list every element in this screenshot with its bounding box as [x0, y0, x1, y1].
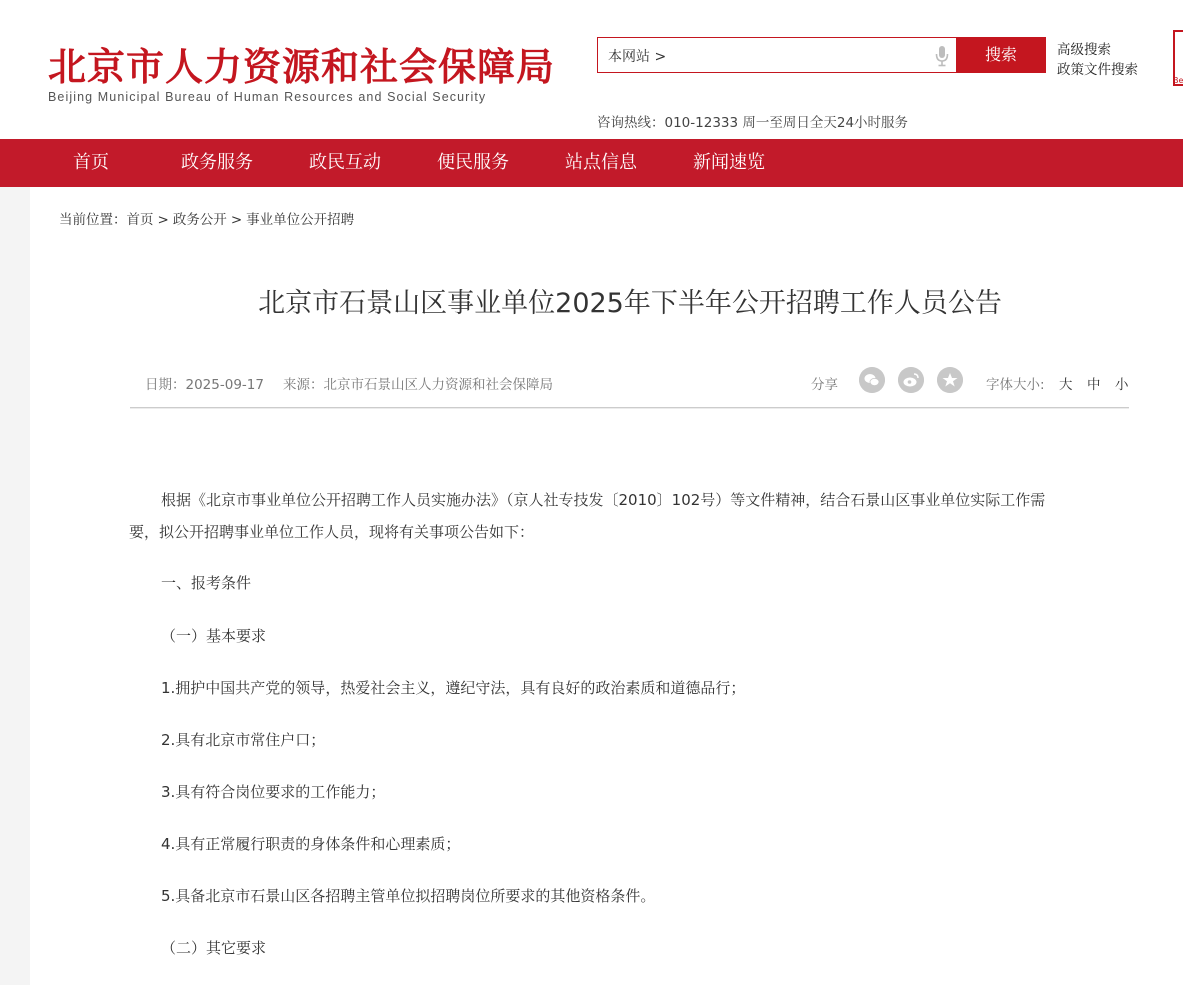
article-title: 北京市石景山区事业单位2025年下半年公开招聘工作人员公告 [258, 288, 1002, 319]
nav-item-site-info[interactable]: 站点信息 [565, 152, 637, 173]
site-logo-chinese[interactable]: 北京市人力资源和社会保障局 [48, 45, 556, 89]
microphone-icon[interactable] [935, 45, 949, 67]
font-size-medium[interactable]: 中 [1087, 377, 1101, 393]
nav-item-convenience-services[interactable]: 便民服务 [437, 152, 509, 173]
breadcrumb-separator: > [157, 212, 169, 228]
side-emblem-text: Be [1173, 76, 1183, 85]
nav-item-news[interactable]: 新闻速览 [693, 152, 765, 173]
policy-search-link[interactable]: 政策文件搜索 [1057, 62, 1138, 78]
wechat-icon[interactable] [859, 367, 885, 393]
article-paragraph: 5.具备北京市石景山区各招聘主管单位拟招聘岗位所要求的其他资格条件。 [161, 887, 656, 905]
article-paragraph: 1.拥护中国共产党的领导，热爱社会主义，遵纪守法，具有良好的政治素质和道德品行； [161, 679, 746, 697]
site-logo-english: Beijing Municipal Bureau of Human Resources and Social Security [48, 90, 487, 104]
search-button[interactable]: 搜索 [956, 37, 1046, 73]
subsection-heading: （二）其它要求 [161, 939, 267, 957]
nav-item-interaction[interactable]: 政民互动 [309, 152, 381, 173]
main-nav [0, 139, 1183, 187]
subsection-heading: （一）基本要求 [161, 627, 267, 645]
article-divider [130, 407, 1129, 409]
article-date: 日期：2025-09-17 [145, 377, 264, 393]
section-heading: 一、报考条件 [161, 574, 252, 592]
hotline-info: 咨询热线：010-12333 周一至周日全天24小时服务 [597, 115, 909, 131]
breadcrumb-prefix: 当前位置： [59, 212, 127, 228]
share-label: 分享 [811, 377, 838, 393]
article-paragraph: 2.具有北京市常住户口； [161, 731, 326, 749]
font-size-large[interactable]: 大 [1059, 377, 1073, 393]
breadcrumb-separator: > [230, 212, 243, 228]
breadcrumb-item-gov-open[interactable]: 政务公开 [172, 212, 227, 228]
article-source: 来源：北京市石景山区人力资源和社会保障局 [283, 377, 553, 393]
nav-item-government-services[interactable]: 政务服务 [181, 152, 253, 173]
site-header [0, 0, 1183, 139]
search-input[interactable] [688, 40, 922, 72]
article-paragraph: 根据《北京市事业单位公开招聘工作人员实施办法》（京人社专技发〔2010〕102号）等文件精神，结合石景山区事业单位实际工作需 [161, 491, 1046, 509]
weibo-icon[interactable] [898, 367, 924, 393]
font-size-small[interactable]: 小 [1115, 377, 1129, 393]
article-paragraph: 4.具有正常履行职责的身体条件和心理素质； [161, 835, 461, 853]
search-scope-selector[interactable]: 本网站 > [608, 49, 667, 65]
breadcrumb-item-home[interactable]: 首页 [126, 212, 154, 228]
article-paragraph: 要，拟公开招聘事业单位工作人员，现将有关事项公告如下： [129, 523, 535, 541]
nav-item-home[interactable]: 首页 [73, 152, 109, 173]
advanced-search-link[interactable]: 高级搜索 [1057, 42, 1111, 58]
article-paragraph: 3.具有符合岗位要求的工作能力； [161, 783, 386, 801]
breadcrumb-item-recruitment[interactable]: 事业单位公开招聘 [246, 212, 355, 228]
breadcrumb [59, 208, 358, 228]
font-size-label: 字体大小: [986, 377, 1045, 393]
search-box [597, 37, 957, 73]
favorite-star-icon[interactable] [937, 367, 963, 393]
